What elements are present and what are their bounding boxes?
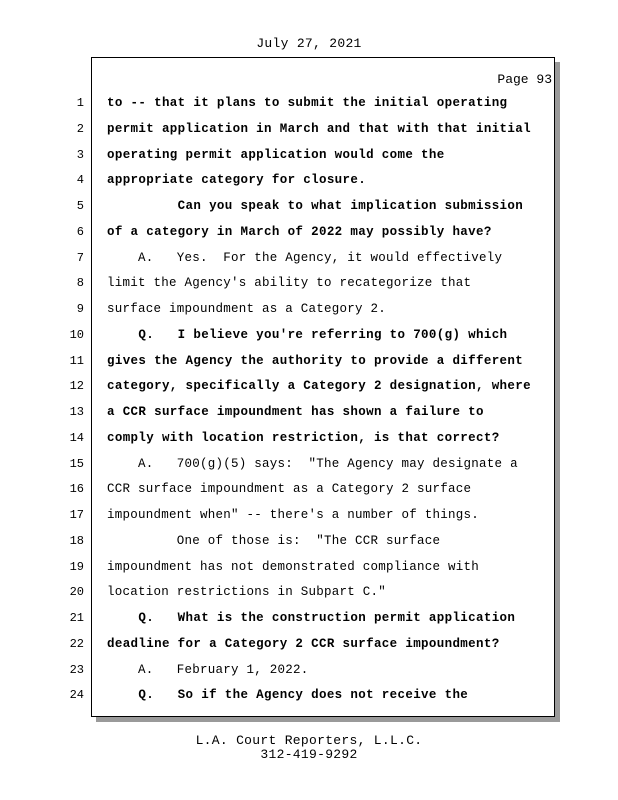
line-number: 5	[76, 199, 84, 213]
answer-line: A. 700(g)(5) says: "The Agency may designate a	[107, 457, 518, 471]
line-number: 20	[69, 585, 84, 599]
line-number: 2	[76, 122, 84, 136]
line-number: 11	[69, 354, 84, 368]
question-line: a CCR surface impoundment has shown a failure to	[107, 405, 484, 419]
answer-line: surface impoundment as a Category 2.	[107, 302, 387, 316]
line-number: 24	[69, 688, 84, 702]
line-number: 10	[69, 328, 84, 342]
line-number: 14	[69, 431, 84, 445]
answer-line: impoundment has not demonstrated compliance with	[107, 560, 480, 574]
line-number: 21	[69, 611, 84, 625]
line-number: 19	[69, 560, 84, 574]
answer-line: impoundment when" -- there's a number of things.	[107, 508, 480, 522]
question-line: Q. What is the construction permit application	[107, 611, 516, 625]
line-number: 13	[69, 405, 84, 419]
line-number: 1	[76, 96, 84, 110]
answer-line: limit the Agency's ability to recategorize that	[107, 276, 472, 290]
reporter-phone: 312-419-9292	[260, 747, 358, 762]
question-line: to -- that it plans to submit the initial operating	[107, 96, 508, 110]
question-line: comply with location restriction, is that correct?	[107, 431, 500, 445]
question-line: of a category in March of 2022 may possibly have?	[107, 225, 492, 239]
line-number: 17	[69, 508, 84, 522]
reporter-company: L.A. Court Reporters, L.L.C.	[195, 733, 423, 748]
line-number: 3	[76, 148, 84, 162]
line-number: 18	[69, 534, 84, 548]
question-line: Q. I believe you're referring to 700(g) which	[107, 328, 508, 342]
answer-line: CCR surface impoundment as a Category 2 surface	[107, 482, 472, 496]
question-line: Q. So if the Agency does not receive the	[107, 688, 469, 702]
question-line: category, specifically a Category 2 designation, where	[107, 379, 531, 393]
answer-line: location restrictions in Subpart C."	[107, 585, 387, 599]
question-line: deadline for a Category 2 CCR surface impoundment?	[107, 637, 500, 651]
answer-line: A. February 1, 2022.	[107, 663, 309, 677]
question-line: permit application in March and that with that initial	[107, 122, 531, 136]
line-number: 15	[69, 457, 84, 471]
line-number: 4	[76, 173, 84, 187]
question-line: appropriate category for closure.	[107, 173, 367, 187]
line-number: 6	[76, 225, 84, 239]
line-number: 12	[69, 379, 84, 393]
answer-line: A. Yes. For the Agency, it would effectively	[107, 251, 503, 265]
line-number: 8	[76, 276, 84, 290]
line-number: 7	[76, 251, 84, 265]
question-line: Can you speak to what implication submission	[107, 199, 524, 213]
question-line: operating permit application would come the	[107, 148, 445, 162]
line-number: 23	[69, 663, 84, 677]
answer-line: One of those is: "The CCR surface	[107, 534, 441, 548]
transcript-date: July 27, 2021	[256, 36, 362, 51]
line-number: 22	[69, 637, 84, 651]
page-number: Page 93	[497, 72, 552, 87]
question-line: gives the Agency the authority to provide a different	[107, 354, 524, 368]
line-number: 16	[69, 482, 84, 496]
line-number: 9	[76, 302, 84, 316]
